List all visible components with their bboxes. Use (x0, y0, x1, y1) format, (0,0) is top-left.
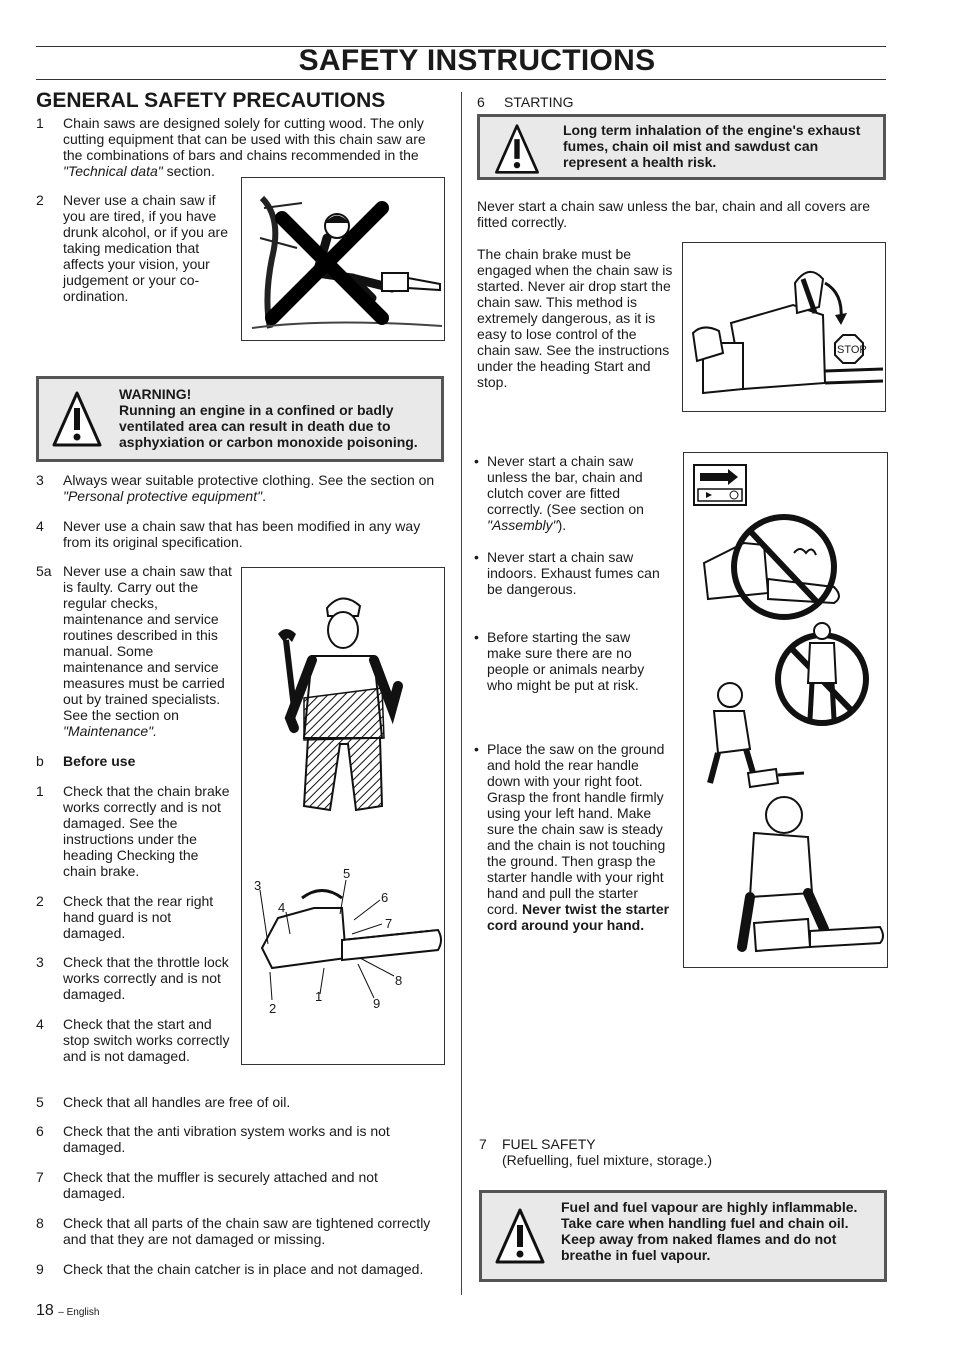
item-text: Never use a chain saw that has been modified in any way from its original specification. (63, 518, 421, 550)
check-text: Check that the anti vibration system works and is not damaged. (63, 1123, 390, 1155)
check-text: Check that all handles are free of oil. (63, 1094, 291, 1110)
footer-language: – English (58, 1307, 100, 1318)
item-heading: FUEL SAFETY (502, 1136, 596, 1152)
callout-label: 3 (254, 878, 262, 893)
page-footer (36, 1302, 99, 1320)
check-text: Check that the chain catcher is in place and not damaged. (63, 1261, 424, 1277)
item-number: b (36, 753, 44, 769)
item-text: Chain saws are designed solely for cutting wood. The only cutting equipment that can be used with this chain saw are the combinations of bars and chains recommended in the "Technical data" section. (63, 115, 426, 179)
bullet-dot: • (474, 549, 479, 565)
warning-box (479, 1190, 887, 1282)
callout-label: 7 (385, 916, 393, 931)
section-title: GENERAL SAFETY PRECAUTIONS (36, 89, 386, 112)
item-text: Never use a chain saw if you are tired, if you have drunk alcohol, or if you are taking medication that affects your vision, your judgement or your co-ordination. (63, 192, 228, 304)
item-number: 1 (36, 115, 44, 131)
item-number: 4 (36, 518, 44, 534)
page-title: SAFETY INSTRUCTIONS (298, 44, 656, 77)
warning-text: Long term inhalation of the engine's exhaust fumes, chain oil mist and sawdust can represent a health risk. (563, 122, 861, 170)
check-number: 1 (36, 783, 44, 799)
check-text: Check that the chain brake works correctly and is not damaged. See the instructions under the heading Checking the chain brake. (63, 783, 230, 879)
check-text: Check that the muffler is securely attached and not damaged. (63, 1169, 378, 1201)
check-text: Check that the start and stop switch works correctly and is not damaged. (63, 1016, 230, 1064)
check-number: 7 (36, 1169, 44, 1185)
warning-text: Running an engine in a confined or badly ventilated area can result in death due to asphyxiation or carbon monoxide poisoning. (119, 402, 418, 450)
stop-sign-label: STOP (837, 344, 867, 356)
check-number: 3 (36, 954, 44, 970)
bullet-dot: • (474, 629, 479, 645)
title-rule (36, 79, 886, 80)
item-text: Always wear suitable protective clothing. See the section on "Personal protective equipment". (63, 472, 435, 504)
check-text: Check that the rear right hand guard is not damaged. (63, 893, 214, 941)
paragraph: Never start a chain saw unless the bar, chain and all covers are fitted correctly. (477, 198, 870, 230)
bullet-text: Place the saw on the ground and hold the rear handle down with your right foot. Grasp the front handle firmly using your left hand. Make sure the chain saw is steady and the chain is not touching the ground. Then grasp the starter handle with your right hand and pull the starter cord. Never twist the starter cord around your hand. (487, 741, 670, 933)
item-subheading: (Refuelling, fuel mixture, storage.) (502, 1152, 713, 1168)
item-heading: Before use (63, 753, 136, 769)
tired-operator-illustration (241, 177, 445, 341)
check-number: 4 (36, 1016, 44, 1032)
warning-box (36, 376, 444, 462)
check-number: 9 (36, 1261, 44, 1277)
starting-procedure-illustration (683, 452, 888, 968)
callout-label: 2 (269, 1001, 277, 1016)
warning-text: Fuel and fuel vapour are highly inflammable. Take care when handling fuel and chain oil. Keep away from naked flames and do not breathe in fuel vapour. (561, 1199, 858, 1263)
check-number: 8 (36, 1215, 44, 1231)
callout-label: 9 (373, 996, 381, 1011)
callout-label: 6 (381, 890, 389, 905)
check-number: 6 (36, 1123, 44, 1139)
check-text: Check that the throttle lock works correctly and is not damaged. (63, 954, 229, 1002)
check-number: 2 (36, 893, 44, 909)
callout-label: 1 (315, 989, 323, 1004)
bullet-dot: • (474, 453, 479, 469)
bullet-text: Never start a chain saw unless the bar, chain and clutch cover are fitted correctly. (See section on "Assembly"). (487, 453, 644, 533)
page-number: 18 (36, 1302, 54, 1319)
warning-triangle-icon (494, 1207, 546, 1265)
callout-label: 5 (343, 866, 351, 881)
item-number: 5a (36, 563, 52, 579)
chain-brake-illustration (682, 242, 886, 412)
item-text: Never use a chain saw that is faulty. Carry out the regular checks, maintenance and service routines described in this manual. Some maintenance and service measures must be carried out by trained specialists. See the section on "Maintenance". (63, 563, 232, 739)
warning-triangle-icon (492, 123, 542, 175)
item-number: 2 (36, 192, 44, 208)
warning-triangle-icon (51, 390, 103, 448)
warning-box (477, 114, 886, 180)
item-number: 6 (477, 94, 485, 110)
paragraph: The chain brake must be engaged when the chain saw is started. Never air drop start the chain saw. This method is extremely dangerous, as it is easy to lose control of the chain saw. See the instructions under the heading Start and stop. (477, 246, 673, 390)
bullet-dot: • (474, 741, 479, 757)
check-number: 5 (36, 1094, 44, 1110)
check-text: Check that all parts of the chain saw are tightened correctly and that they are not damaged or missing. (63, 1215, 431, 1247)
callout-label: 8 (395, 973, 403, 988)
bullet-text: Before starting the saw make sure there are no people or animals nearby who might be put at risk. (487, 629, 645, 693)
column-divider (461, 92, 462, 1295)
maintenance-illustration (241, 567, 445, 1065)
item-number: 3 (36, 472, 44, 488)
item-heading: STARTING (504, 94, 574, 110)
callout-label: 4 (278, 900, 286, 915)
bullet-text: Never start a chain saw indoors. Exhaust fumes can be dangerous. (487, 549, 660, 597)
warning-title: WARNING! (119, 386, 192, 402)
item-number: 7 (479, 1136, 487, 1152)
